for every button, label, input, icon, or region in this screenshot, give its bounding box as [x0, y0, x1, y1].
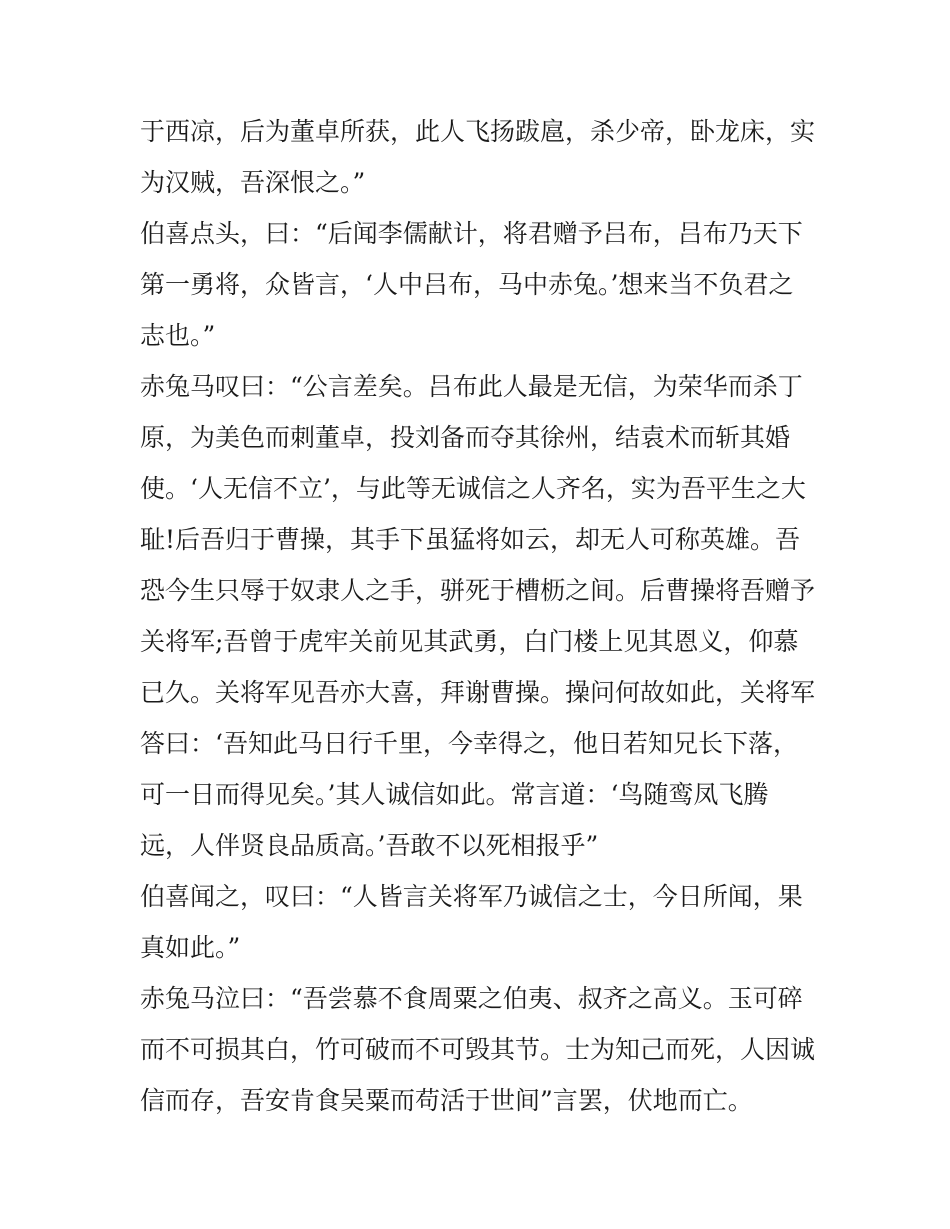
text-line: 第一勇将，众皆言，‘人中吕布，马中赤兔。’想来当不负君之: [140, 270, 794, 299]
body-text: [140, 106, 820, 1126]
text-line: 耻!后吾归于曹操，其手下虽猛将如云，却无人可称英雄。吾: [140, 525, 801, 554]
text-line: 志也。”: [140, 321, 216, 350]
text-line: 已久。关将军见吾亦大喜，拜谢曹操。操问何故如此，关将军: [140, 678, 816, 707]
text-line: 真如此。”: [140, 933, 241, 962]
text-line: 赤兔马泣曰：“吾尝慕不食周粟之伯夷、叔齐之高义。玉可碎: [140, 984, 803, 1013]
text-line: 可一日而得见矣。’其人诚信如此。常言道：‘鸟随鸾凤飞腾: [140, 780, 769, 809]
text-line: 使。‘人无信不立’，与此等无诚信之人齐名，实为吾平生之大: [140, 474, 806, 503]
text-line: 而不可损其白，竹可破而不可毁其节。士为知己而死，人因诚: [140, 1035, 816, 1064]
text-line: 答曰：‘吾知此马日行千里，今幸得之，他日若知兄长下落，: [140, 729, 798, 758]
text-line: 伯喜闻之，叹曰：“人皆言关将军乃诚信之士，今日所闻，果: [140, 882, 803, 911]
text-line: 信而存，吾安肯食吴粟而苟活于世间”言罢，伏地而亡。: [140, 1086, 753, 1115]
text-line: 远，人伴贤良品质高。’吾敢不以死相报乎”: [140, 831, 599, 860]
text-line: 为汉贼，吾深恨之。”: [140, 168, 366, 197]
text-line: 原，为美色而刺董卓，投刘备而夺其徐州，结袁术而斩其婚: [140, 423, 791, 452]
text-line: 伯喜点头，曰：“后闻李儒献计，将君赠予吕布，吕布乃天下: [140, 219, 803, 248]
text-line: 关将军;吾曾于虎牢关前见其武勇，白门楼上见其恩义，仰慕: [140, 627, 799, 656]
text-line: 赤兔马叹曰：“公言差矣。吕布此人最是无信，为荣华而杀丁: [140, 372, 803, 401]
text-line: 恐今生只辱于奴隶人之手，骈死于槽枥之间。后曹操将吾赠予: [140, 576, 816, 605]
text-line: 于西凉，后为董卓所获，此人飞扬跋扈，杀少帝，卧龙床，实: [140, 117, 816, 146]
